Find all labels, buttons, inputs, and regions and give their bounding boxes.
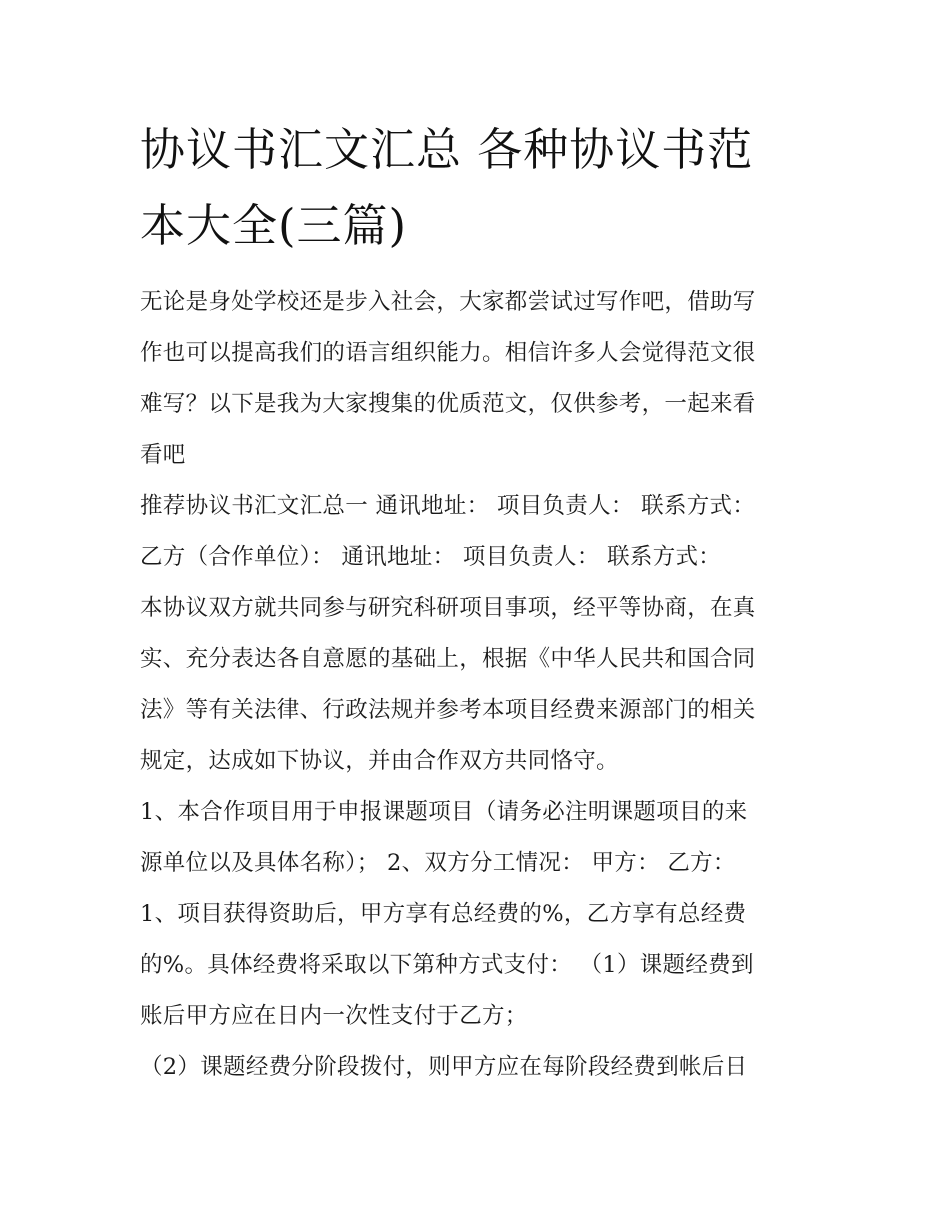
body-line-6: 乙方（合作单位）： 通讯地址： 项目负责人： 联系方式： xyxy=(140,544,722,570)
body-line-3: 难写？以下是我为大家搜集的优质范文，仅供参考，一起来看 xyxy=(140,391,756,417)
body-line-5: 推荐协议书汇文汇总一 通讯地址： 项目负责人： 联系方式： xyxy=(140,493,756,519)
title-line-1: 协议书汇文汇总 各种协议书范 xyxy=(140,123,754,176)
body-line-15: 账后甲方应在日内一次性支付于乙方； xyxy=(140,1003,528,1029)
body-line-2: 作也可以提高我们的语言组织能力。相信许多人会觉得范文很 xyxy=(140,340,756,366)
body-line-9: 法》等有关法律、行政法规并参考本项目经费来源部门的相关 xyxy=(140,697,756,723)
body-line-13: 1、项目获得资助后，甲方享有总经费的%，乙方享有总经费 xyxy=(140,901,747,927)
body-line-7: 本协议双方就共同参与研究科研项目事项，经平等协商，在真 xyxy=(140,595,756,621)
document-title xyxy=(140,112,820,264)
body-line-12: 源单位以及具体名称）； 2、双方分工情况： 甲方： 乙方： xyxy=(140,850,736,876)
body-line-4: 看吧 xyxy=(140,442,186,468)
body-line-14: 的%。具体经费将采取以下第种方式支付： （1）课题经费到 xyxy=(140,952,754,978)
title-line-2: 本大全(三篇) xyxy=(140,199,408,252)
body-line-11: 1、本合作项目用于申报课题项目（请务必注明课题项目的来 xyxy=(140,799,748,825)
body-line-1: 无论是身处学校还是步入社会，大家都尝试过写作吧，借助写 xyxy=(140,289,756,315)
body-line-10: 规定，达成如下协议，并由合作双方共同恪守。 xyxy=(140,748,619,774)
body-line-8: 实、充分表达各自意愿的基础上，根据《中华人民共和国合同 xyxy=(140,646,756,672)
body-line-16: （2）课题经费分阶段拨付，则甲方应在每阶段经费到帐后日 xyxy=(140,1054,748,1080)
